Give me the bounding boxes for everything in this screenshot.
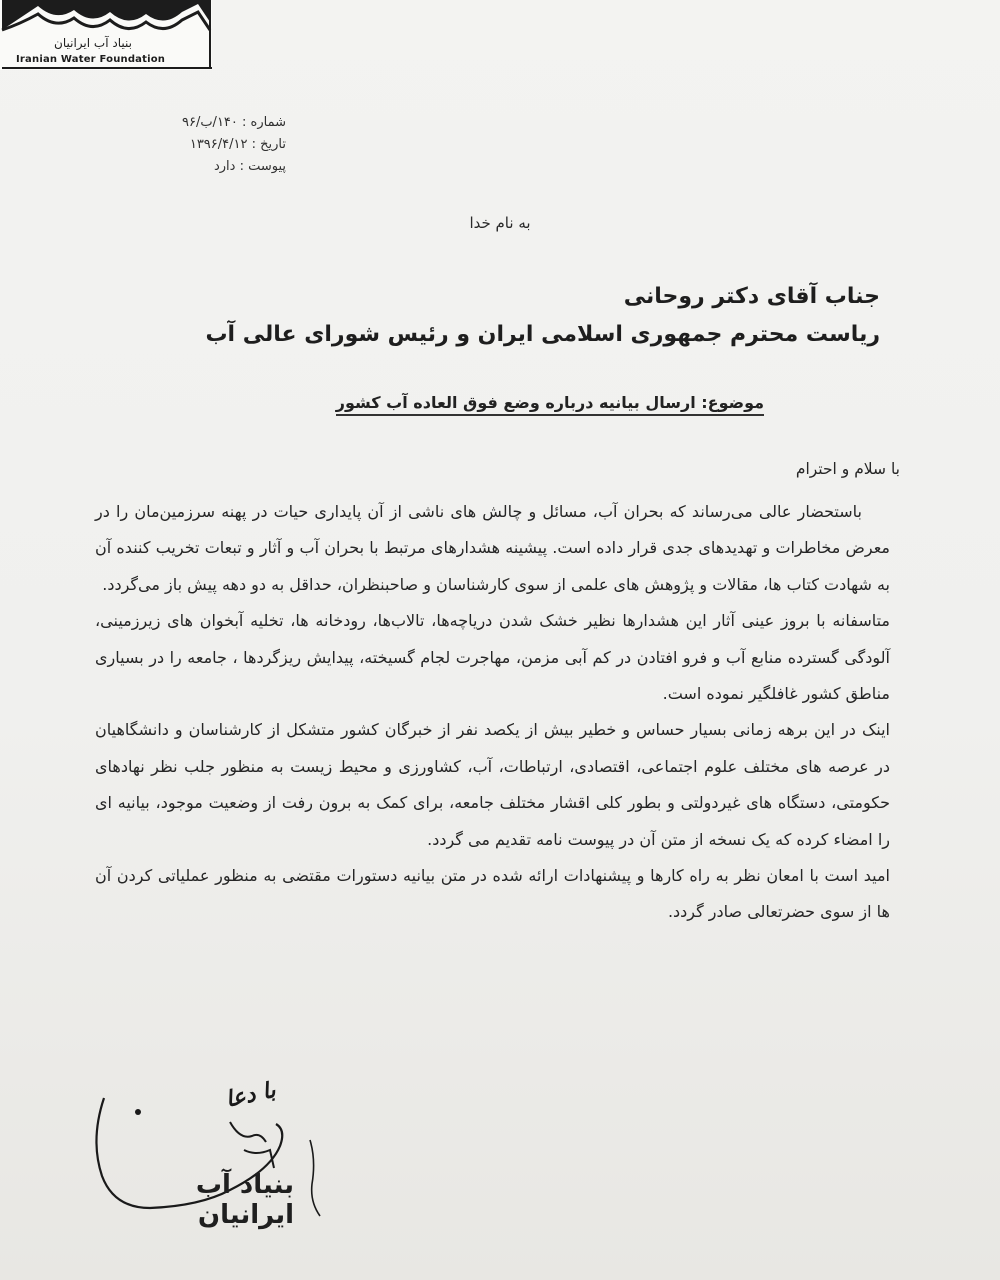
letter-body [95,494,890,931]
body-paragraph-2: متاسفانه با بروز عینی آثار این هشدارها نظیر خشک شدن دریاچه‌ها، تالاب‌ها، رودخانه ها، تخلیه آبخوان های زیرزمینی، آلودگی گسترده منابع آب و فرو افتادن در کم آبی مزمن، مهاجرت لجام گسیخته، پیدایش ریزگردها ، جامعه را در بسیاری مناطق کشور غافلگیر نموده است. [95,611,890,704]
recipient-title: ریاست محترم جمهوری اسلامی ایران و رئیس شورای عالی آب [205,322,880,347]
recipient-name: جناب آقای دکتر روحانی [623,284,880,309]
letter-subject [164,393,764,412]
body-paragraph-4: امید است با امعان نظر به راه کارها و پیشنهادات ارائه شده در متن بیانیه دستورات مقتضی به منظور عملیاتی کردن آن ها از سوی حضرتعالی صادر گردد. [95,866,890,922]
signature-block [80,1076,380,1230]
body-paragraph-1: باستحضار عالی می‌رساند که بحران آب، مسائل و چالش های ناشی از آن پایداری حیات در پهنه سرزمین‌مان را در معرض مخاطرات و تهدیدهای جدی قرار داده است. پیشینه هشدارهای مرتبط با بحران آب و آثار و تبعات تخریب کننده آن به شهادت کتاب ها، مقالات و پژوهش های علمی از سوی کارشناسان و صاحبنظران، حداقل به دو دهه پیش باز می‌گردد. [95,502,890,594]
signature-org: بنیاد آب ایرانیان [195,1170,294,1230]
logo-name-fa: بنیاد آب ایرانیان [54,36,132,50]
letter-attachment: پیوست : دارد [213,159,286,174]
foundation-logo [0,0,212,70]
basmala: به نام خدا [469,214,531,232]
signature-note: با دعا [223,1076,278,1113]
subject-text: موضوع: ارسال بیانیه درباره وضع فوق العاده آب کشور [336,393,764,416]
body-paragraph-3: اینک در این برهه زمانی بسیار حساس و خطیر بیش از یکصد نفر از خبرگان کشور متشکل از کارشناسان و دانشگاهیان در عرصه های مختلف علوم اجتماعی، اقتصادی، ارتباطات، آب، کشاورزی و محیط زیست به منظور جلب نظر نهادهای حکومتی، دستگاه های غیردولتی و بطور کلی اقشار مختلف جامعه، برای کمک به برون رفت از وضعیت موجود، بیانیه ای را امضاء کرده که یک نسخه از متن آن در پیوست نامه تقدیم می گردد. [95,720,890,849]
logo-name-en: Iranian Water Foundation [16,54,166,65]
letter-metadata [136,112,286,178]
letter-date: تاریخ : ۱۳۹۶/۴/۱۲ [189,137,286,152]
letter-number: شماره : ۱۴۰/ب/۹۶ [181,115,286,130]
greeting: با سلام و احترام [795,460,900,478]
